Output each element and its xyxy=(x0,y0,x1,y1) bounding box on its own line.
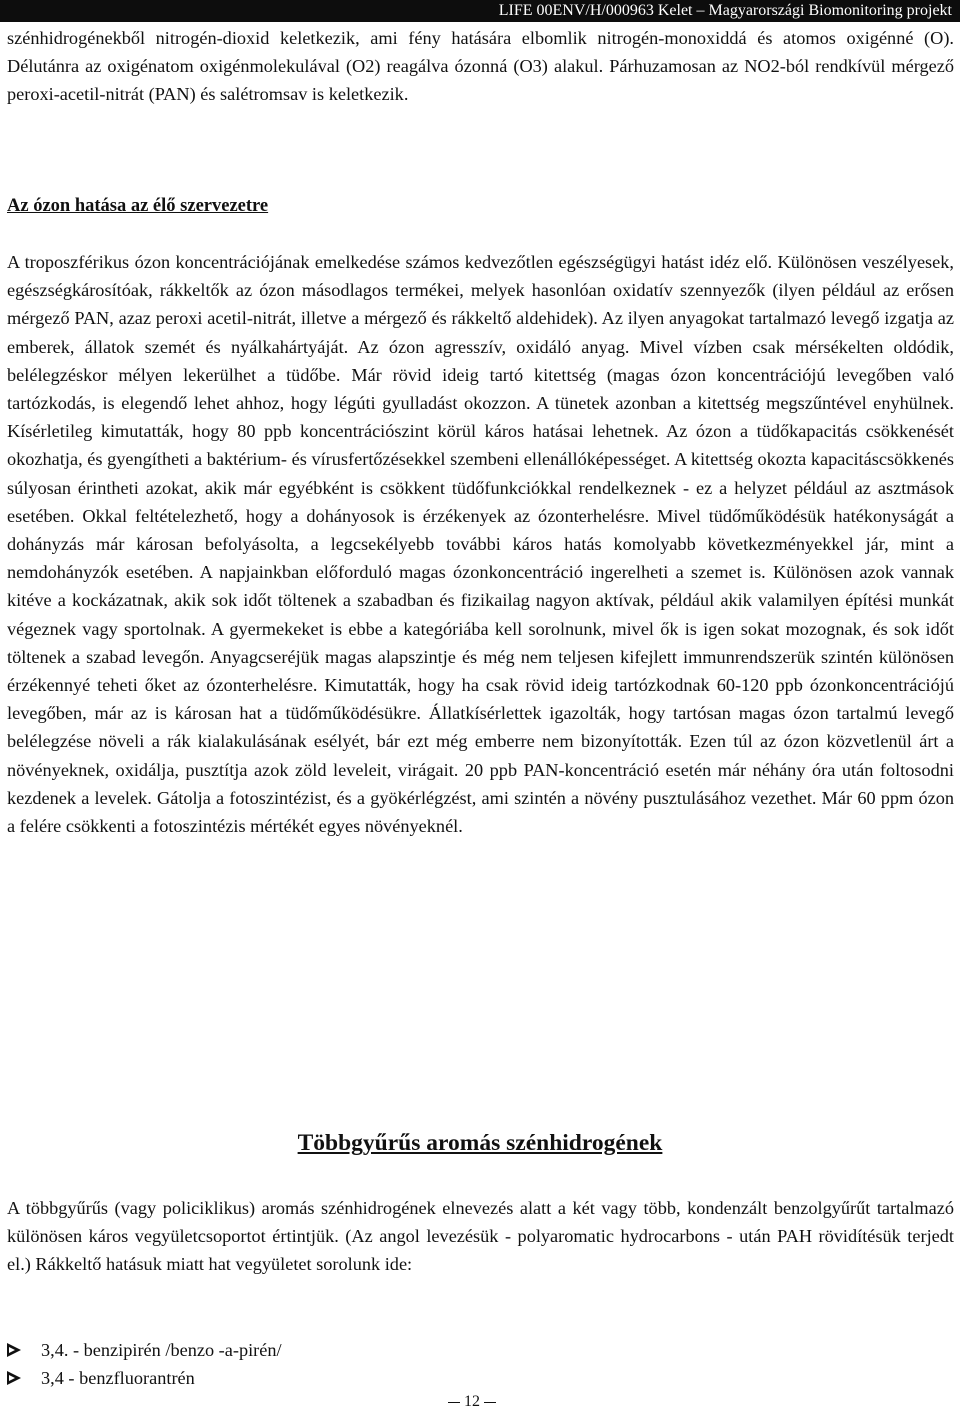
arrow-bullet-icon xyxy=(7,1343,21,1357)
list-item-text: 3,4 - benzfluorantrén xyxy=(41,1368,195,1388)
page-number xyxy=(444,1392,500,1412)
arrow-bullet-icon xyxy=(7,1371,21,1385)
paragraph-intro: szénhidrogénekből nitrogén-dioxid keletkezik, ami fény hatására elbomlik nitrogén-monoxiddá és atomos oxigénné (O). Délutánra az oxigénatom oxigénmolekulával (O2) reagálva ózonná (O3) alakul. Párhuzamosan az NO2-ból rendkívül mérgező peroxi-acetil-nitrát (PAN) és salétromsav is keletkezik. xyxy=(7,28,954,105)
paragraph-pah: A többgyűrűs (vagy policiklikus) aromás szénhidrogének elnevezés alatt a két vagy több, kondenzált benzolgyűrűt tartalmazó különösen káros vegyületcsoportot értintjük. (Az angol levezésük - polyaromatic hydrocarbons - után PAH rövidítésük terjedt el.) Rákkeltő hatásuk miatt hat vegyületet sorolunk ide: xyxy=(7,1198,954,1275)
page-header xyxy=(0,0,960,22)
list-item-text: 3,4. - benzipirén /benzo -a-pirén/ xyxy=(41,1340,282,1360)
list-item xyxy=(7,1336,282,1364)
section-heading-ozone-effects: Az ózon hatása az élő szervezetre xyxy=(7,196,269,216)
main-heading-pah: Többgyűrűs aromás szénhidrogének xyxy=(297,1130,663,1156)
page-number-dash-right xyxy=(484,1402,496,1403)
compound-list xyxy=(7,1336,282,1392)
list-item xyxy=(7,1364,282,1392)
page-number-dash-left xyxy=(448,1402,460,1403)
paragraph-ozone-effects: A troposzférikus ózon koncentrációjának emelkedése számos kedvezőtlen egészségügyi hatást idéz elő. Különösen veszélyesek, egészségkárosítóak, rákkeltők az ózon másodlagos termékei, melyek hasonlóan oxidatív szennyezők (ilyen például az erősen mérgező PAN, azaz peroxi acetil-nitrát, illetve a mérgező és rákkeltő aldehidek). Az ilyen anyagokat tartalmazó levegő izgatja az emberek, állatok szemét és nyálkahártyáját. Az ózon agresszív, oxidáló anyag. Mivel vízben csak mérsékelten oldódik, belélegzéskor mélyen lekerülhet a tüdőbe. Már rövid ideig tartó kitettség (magas ózon koncentrációjú levegőben való tartózkodás, is elegendő lehet ahhoz, hogy légúti gyulladást okozzon. A tünetek azonban a kitettség megszűntével enyhülnek. Kísérletileg kimutatták, hogy 80 ppb koncentrációszint körül káros hatásai lehetnek. Az ózon a tüdőkapacitás csökkenését okozhatja, és gyengítheti a baktérium- és vírusfertőzésekkel szembeni ellenállóképességet. A kitettség okozta kapacitáscsökkenés súlyosan érintheti azokat, akik már egyébként is csökkent tüdőfunkciókkal rendelkeznek - ez a helyzet például az asztmások esetében. Okkal feltételezhető, hogy a dohányosok is érzékenyek az ózonterhelésre. Mivel tüdőműködésük hatékonyságát a dohányzás már károsan befolyásolta, a legcsekélyebb további káros hatás komolyabb következményekkel jár, mint a nemdohányzók esetében. A napjainkban előforduló magas ózonkoncentráció ingerelheti a szemet is. Különösen azok vannak kitéve a kockázatnak, akik sok időt töltenek a szabadban és fizikailag nagyon aktívak, például akik valamilyen építési munkát végeznek vagy sportolnak. A gyermekeket is ebbe a kategóriába kell sorolnunk, mivel ők is igen sokat mozognak, és sok időt töltenek a szabad levegőn. Anyagcseréjük magas alapszintje és még nem teljesen kifejlett immunrendszerük szintén különösen érzékennyé teheti őket az ózonterhelésre. Kimutatták, hogy ha csak rövid ideig tartózkodnak 60-120 ppb ózonkoncentrációjú levegőben, már az is károsan hat a tüdőműködésükre. Állatkísérlettek igazolták, hogy tartósan magas ózon tartalmú levegő belélegzése növeli a rák kialakulásának esélyét, bár ezt még emberre nem bizonyították. Ezen túl az ózon közvetlenül árt a növényeknek, oxidálja, pusztítja azok zöld leveleit, virágait. 20 ppb PAN-koncentráció esetén már néhány óra után foltosodni kezdenek a levelek. Gátolja a fotoszintézist, és a gyökérlégzést, ami szintén a növény pusztulásához vezethet. Már 60 ppm ózon a felére csökkenti a fotoszintézis mértékét egyes növényeknél. xyxy=(7,252,954,837)
header-title: LIFE 00ENV/H/000963 Kelet – Magyarországi Biomonitoring projekt xyxy=(498,2,952,19)
page-number-value: 12 xyxy=(464,1393,480,1410)
